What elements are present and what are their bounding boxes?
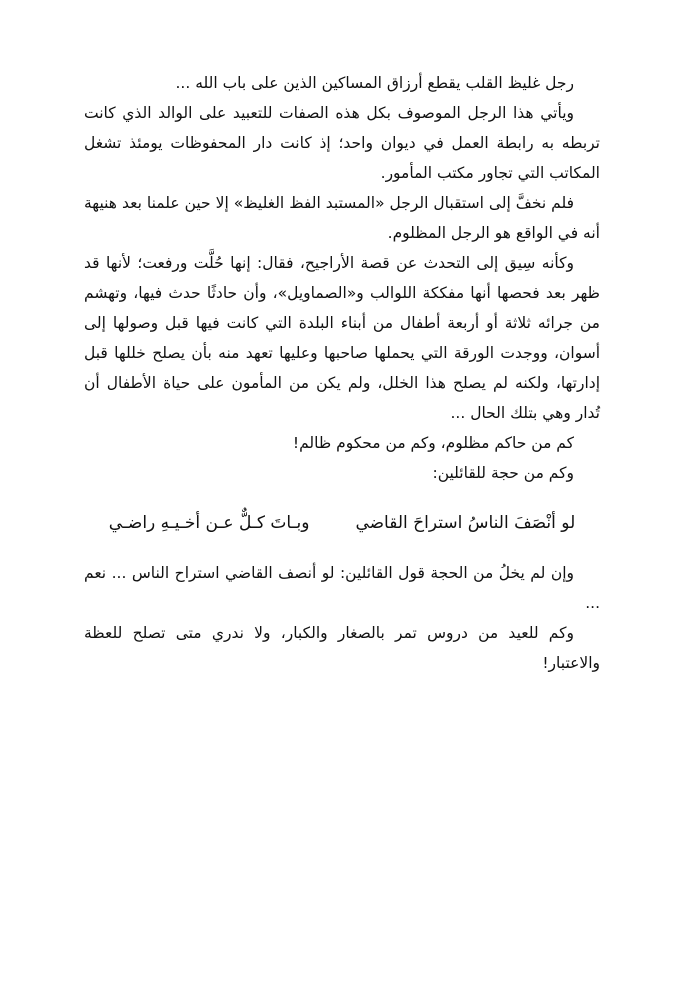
verse-first-hemistich: لو أنْصَفَ الناسُ استراحَ القاضي (355, 513, 576, 533)
poetry-verse (84, 508, 600, 538)
paragraph-6: وكم من حجة للقائلين: (432, 464, 574, 482)
paragraph-4: وكأنه سِيق إلى التحدث عن قصة الأراجيح، فقال: إنها حُلَّت ورفعت؛ لأنها قد ظهر بعد فحصها أنها مفككة اللوالب و«الصماويل»، وأن حادثًا حدث فيها، وتهشم من جرائه ثلاثة أو أربعة أطفال من أبناء البلدة التي كانت فيها قبل وصولها إلى أسوان، ووجدت الورقة التي يحملها صاحبها وعليها تعهد منه بأن يصلح خللها قبل إدارتها، ولكنه لم يصلح هذا الخلل، ولم يكن من المأمون على حياة الأطفال أن تُدار وهي بتلك الحال ... (84, 254, 600, 422)
closing-paragraph-2: وكم للعيد من دروس تمر بالصغار والكبار، ولا ندري متى تصلح للعظة والاعتبار! (84, 624, 600, 672)
paragraph-3: فلم نخفَّ إلى استقبال الرجل «المستبد الفظ الغليظ» إلا حين علمنا بعد هنيهة أنه في الواقع هو الرجل المظلوم. (84, 194, 600, 242)
paragraph-1: رجل غليظ القلب يقطع أرزاق المساكين الذين على باب الله ... (175, 74, 574, 92)
verse-second-hemistich: وبـاتَ كـلٌّ عـن أخـيـهِ راضـي (108, 513, 310, 533)
closing-paragraph-1: وإن لم يخلُ من الحجة قول القائلين: لو أنصف القاضي استراح الناس ... نعم ... (84, 564, 600, 612)
paragraph-5: كم من حاكم مظلوم، وكم من محكوم ظالم! (292, 434, 574, 452)
paragraph-2: ويأتي هذا الرجل الموصوف بكل هذه الصفات للتعبيد على الوالد الذي كانت تربطه به رابطة العمل في ديوان واحد؛ إذ كانت دار المحفوظات يومئذ تشغل المكاتب التي تجاور مكتب المأمور. (84, 104, 600, 182)
book-page (84, 68, 600, 678)
